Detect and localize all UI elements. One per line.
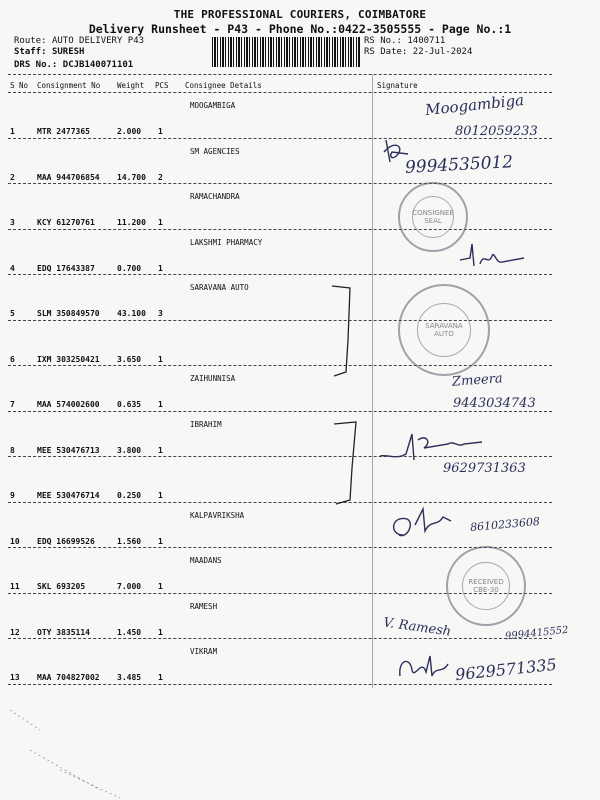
row-weight: 3.800 (117, 445, 142, 455)
row-consignment-no: SLM 350849570 (37, 309, 100, 318)
scan-artifact (0, 690, 140, 800)
row-consignee: MAADANS (190, 556, 222, 565)
row-consignee: LAKSHMI PHARMACY (190, 237, 263, 247)
stamp-row-11: RECEIVED CBE-30 (446, 546, 526, 626)
table-top-rule (8, 74, 552, 75)
rs-no-value: 1400711 (407, 36, 446, 46)
row-divider (8, 183, 552, 184)
signature-r7-phone: 9443034743 (453, 396, 536, 411)
signature-r13-scribble (396, 650, 456, 684)
row-sno: 12 (10, 627, 20, 637)
row-sno: 4 (10, 263, 15, 273)
row-sno: 10 (10, 536, 20, 546)
runsheet-subtitle: Delivery Runsheet - P43 - Phone No.:0422-3505555 - Page No.:1 (88, 22, 512, 36)
row-weight: 3.485 (117, 673, 142, 682)
row-pcs: 1 (158, 627, 163, 637)
signature-r1-name: Moogambiga (424, 90, 525, 120)
signature-r2-phone: 9994535012 (404, 152, 514, 178)
route-line (14, 36, 144, 46)
row-pcs: 3 (158, 309, 163, 318)
row-sno: 8 (10, 445, 15, 455)
signature-r12-phone: 9994415552 (504, 624, 570, 643)
bracket-mark-rows-5-6 (330, 280, 360, 380)
stamp-row-3: CONSIGNEE SEAL (398, 182, 468, 252)
signature-r12-name: V. Ramesh (382, 615, 453, 640)
col-consignment: Consignment No (37, 81, 101, 90)
row-consignment-no: MAA 944706854 (37, 172, 100, 182)
barcode (212, 37, 360, 67)
row-consignment-no: MEE 530476714 (37, 491, 100, 500)
row-consignment-no: OTY 3835114 (37, 627, 90, 637)
row-sno: 2 (10, 172, 15, 182)
rs-date-label: RS Date: (364, 47, 408, 57)
row-pcs: 1 (158, 445, 163, 455)
row-weight: 43.100 (117, 309, 146, 318)
row-consignee: SM AGENCIES (190, 146, 240, 156)
signature-r1-phone: 8012059233 (455, 124, 538, 139)
staff-line (14, 47, 84, 57)
company-title: THE PROFESSIONAL COURIERS, COIMBATORE (173, 8, 427, 21)
drs-label: DRS No.: (14, 60, 58, 70)
row-consignee: MOOGAMBIGA (190, 101, 236, 110)
row-weight: 11.200 (117, 218, 146, 227)
row-consignment-no: EDQ 17643387 (37, 263, 95, 273)
row-consignment-no: IXM 303250421 (37, 354, 100, 364)
row-pcs: 1 (158, 400, 163, 409)
route-value: AUTO DELIVERY P43 (51, 36, 145, 46)
row-pcs: 1 (158, 673, 163, 682)
row-weight: 0.700 (117, 263, 142, 273)
signature-r10-scribble (385, 505, 455, 545)
table-header-rule (8, 92, 552, 93)
staff-label: Staff: (14, 47, 47, 57)
row-pcs: 1 (158, 354, 163, 364)
drs-value: DCJB140071101 (62, 60, 134, 70)
signature-r4-scribble (458, 242, 528, 270)
col-pcs: PCS (155, 81, 169, 90)
signature-r8-phone: 9629731363 (443, 461, 526, 476)
row-sno: 1 (10, 127, 15, 136)
row-consignment-no: MAA 704827002 (37, 673, 100, 682)
row-pcs: 1 (158, 582, 163, 591)
row-pcs: 1 (158, 127, 163, 136)
row-sno: 7 (10, 400, 15, 409)
row-weight: 1.450 (117, 627, 142, 637)
drs-line (14, 60, 133, 70)
row-consignee: ZAIHUNNISA (190, 374, 236, 383)
row-pcs: 1 (158, 263, 163, 273)
signature-r7-name: Zmeera (451, 371, 504, 390)
row-divider (8, 638, 552, 639)
row-weight: 1.560 (117, 536, 142, 546)
row-divider (8, 274, 552, 275)
row-consignee: VIKRAM (190, 647, 218, 656)
row-consignment-no: MTR 2477365 (37, 127, 90, 136)
rs-no-line (364, 36, 445, 46)
signature-r10-phone: 8610233608 (469, 514, 541, 535)
row-sno: 11 (10, 582, 20, 591)
row-pcs: 1 (158, 218, 163, 227)
col-weight: Weight (117, 81, 145, 90)
route-label: Route: (14, 36, 47, 46)
row-consignee: KALPAVRIKSHA (190, 510, 245, 520)
row-consignment-no: EDQ 16699526 (37, 536, 95, 546)
bracket-mark-rows-8-9 (330, 418, 360, 508)
row-sno: 13 (10, 673, 20, 682)
signature-r13-phone: 9629571335 (454, 654, 558, 685)
row-consignee: RAMESH (190, 601, 218, 611)
signature-column-divider (372, 74, 373, 688)
row-divider (8, 229, 552, 230)
row-consignee: IBRAHIM (190, 419, 222, 429)
rs-no-label: RS No.: (364, 36, 402, 46)
row-consignee: SARAVANA AUTO (190, 283, 249, 292)
row-pcs: 1 (158, 491, 163, 500)
row-sno: 6 (10, 354, 15, 364)
staff-value: SURESH (51, 47, 85, 57)
row-pcs: 2 (158, 172, 163, 182)
row-sno: 9 (10, 491, 15, 500)
row-consignment-no: SKL 693205 (37, 582, 86, 591)
col-sno: S No (10, 81, 29, 90)
rs-date-value: 22-Jul-2024 (412, 47, 473, 57)
row-pcs: 1 (158, 536, 163, 546)
row-weight: 2.000 (117, 127, 142, 136)
col-signature: Signature (377, 81, 418, 90)
row-weight: 14.700 (117, 172, 146, 182)
row-consignment-no: MAA 574002600 (37, 400, 100, 409)
row-divider (8, 684, 552, 685)
col-consignee: Consignee Details (185, 81, 262, 90)
row-weight: 3.650 (117, 354, 142, 364)
stamp-row-5: SARAVANA AUTO (398, 284, 490, 376)
row-consignee: RAMACHANDRA (190, 192, 240, 201)
row-weight: 0.250 (117, 491, 142, 500)
row-consignment-no: KCY 61270761 (37, 218, 95, 227)
row-weight: 7.000 (117, 582, 142, 591)
row-consignment-no: MEE 530476713 (37, 445, 100, 455)
row-sno: 5 (10, 309, 15, 318)
row-weight: 0.635 (117, 400, 142, 409)
rs-date-line (364, 47, 472, 57)
row-sno: 3 (10, 218, 15, 227)
row-divider (8, 502, 552, 503)
